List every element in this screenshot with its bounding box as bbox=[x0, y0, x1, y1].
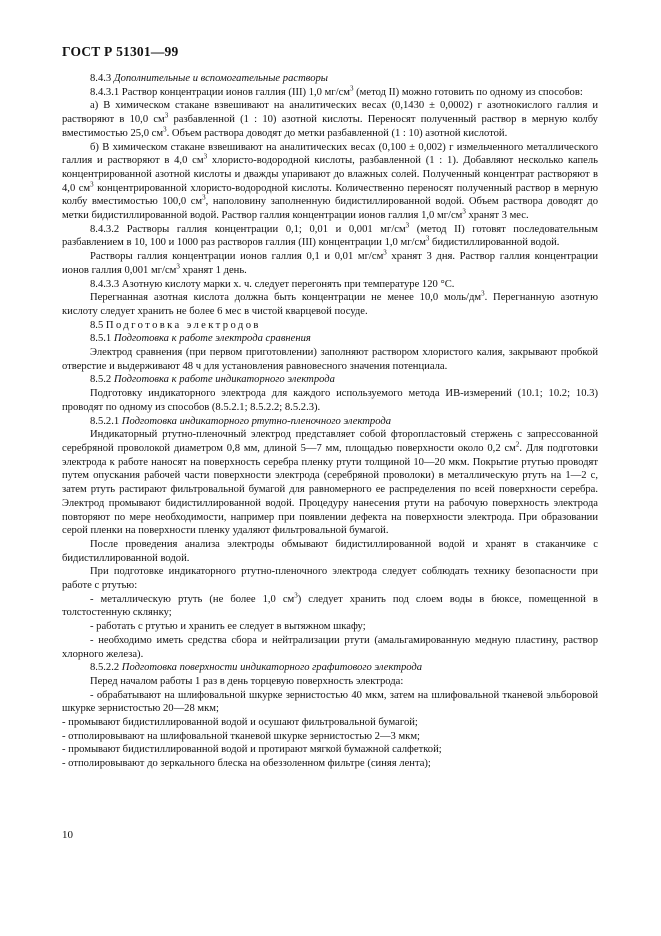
paragraph-mercury-film-1: Индикаторный ртутно-пленочный электрод представляет собой фторопластовый стержень с запрессованной серебряной проволокой диаметром 0,8 мм, длиной 5—7 мм, площадью поверхности около 0,2 $см^2$. Для подготовки электрода к работе наносят на поверхность серебра пленку ртути толщиной 10—20 мкм. Покрытие ртутью проводят путем опускания рабочей части поверхности электрода (серебряной проволоки) в металлическую ртуть на 1—2 с, затем ртуть растирают фильтровальной бумагой для равномерного ее распределения по всей поверхности серебра. Электрод промывают бидистиллированной водой. Процедуру нанесения ртути на рабочую поверхность электрода повторяют по мере необходимости, например при появлении дефекта на поверхности электрода. При образовании серой пленки на поверхности пленку удаляют фильтровальной бумагой. bbox=[62, 429, 598, 537]
section-heading-8-5: 8.5 Подготовка электродов bbox=[90, 319, 261, 331]
section-heading-8-5-2-2: 8.5.2.2 Подготовка поверхности индикаторного графитового электрода bbox=[90, 662, 423, 674]
list-item: - обрабатывают на шлифовальной шкурке зернистостью 40 мкм, затем на шлифовальной тканевой эльборовой шкурке зернистостью 20—28 мкм; bbox=[62, 689, 598, 715]
paragraph-mercury-film-2: После проведения анализа электроды обмывают бидистиллированной водой и хранят в стаканчике с бидистиллированной водой. bbox=[62, 538, 598, 564]
section-heading-8-4-3: 8.4.3 Дополнительные и вспомогательные растворы bbox=[90, 73, 328, 84]
paragraph-nitric-acid: Перегнанная азотная кислота должна быть концентрации не менее 10,0 моль/$дм^3$. Перегнанную азотную кислоту следует хранить не более 6 мес в чистой кварцевой посуде. bbox=[62, 289, 598, 317]
paragraph-mercury-film-3: При подготовке индикаторного ртутно-пленочного электрода следует соблюдать технику безопасности при работе с ртутью: bbox=[62, 566, 598, 592]
list-item: - необходимо иметь средства сбора и нейтрализации ртути (амальгамированную медную пластину, раствор хлорного железа). bbox=[62, 634, 598, 660]
list-item: - промывают бидистиллированной водой и протирают мягкой бумажной салфеткой; bbox=[62, 744, 442, 756]
section-heading-8-5-2: 8.5.2 Подготовка к работе индикаторного электрода bbox=[90, 374, 335, 386]
page-number: 10 bbox=[62, 829, 73, 841]
list-item: - отполировывают до зеркального блеска на обеззоленном фильтре (синяя лента); bbox=[62, 758, 431, 770]
list-item: - металлическую ртуть (не более 1,0 $см^3$) следует хранить под слоем воды в бюксе, помещенной в толстостенную склянку; bbox=[62, 591, 598, 619]
paragraph-method-b: б) В химическом стакане взвешивают на аналитических весах (0,100 ± 0,002) г измельченного металлического галлия и растворяют в 4,0 $см^3$ хлористо-водородной кислоты, разбавленной (1 : 1). Добавляют несколько капель концентрированной азотной кислоты и дважды упаривают до влажных солей. Полученный концентрат растворяют в 4,0 $см^3$ концентрированной хлористо-водородной кислоты. Количественно переносят полученный раствор в мерную колбу вместимостью 100,0 $см^3$, наполовину заполненную бидистиллированной водой. Объем раствора доводят до метки бидистиллированной водой. Раствор галлия концентрации ионов галлия 1,0 $мг/см^3$ хранят 3 мес. bbox=[62, 141, 599, 222]
paragraph-method-a: а) В химическом стакане взвешивают на аналитических весах (0,1430 ± 0,0002) г азотнокислого галлия и растворяют в 10,0 $см^3$ разбавленной (1 : 10) азотной кислоты. Переносят полученный раствор в мерную колбу вместимостью 25,0 $см^3$. Объем раствора доводят до метки разбавленной (1 : 10) азотной кислотой. bbox=[62, 100, 598, 139]
list-item: - промывают бидистиллированной водой и осушают фильтровальной бумагой; bbox=[62, 717, 418, 729]
list-item: - отполировывают на шлифовальной тканевой шкурке зернистостью 2—3 мкм; bbox=[62, 730, 420, 742]
paragraph-8-4-3-3: 8.4.3.3 Азотную кислоту марки х. ч. следует перегонять при температуре 120 °С. bbox=[90, 278, 455, 290]
section-heading-8-5-1: 8.5.1 Подготовка к работе электрода сравнения bbox=[90, 333, 311, 345]
paragraph-8-4-3-2: 8.4.3.2 Растворы галлия концентрации 0,1; 0,01 и 0,001 $мг/см^3$ (метод II) готовят последовательным разбавлением в 10, 100 и 1000 раз растворов галлия (III) концентрации 1,0 $мг/см^3$ бидистиллированной водой. bbox=[62, 221, 598, 249]
document-body bbox=[62, 72, 598, 771]
section-heading-8-5-2-1: 8.5.2.1 Подготовка индикаторного ртутно-пленочного электрода bbox=[90, 415, 392, 427]
paragraph-indicator-electrode: Подготовку индикаторного электрода для каждого используемого метода ИВ-измерений (10.1; 10.2; 10.3) проводят по одному из способов (8.5.2.1; 8.5.2.2; 8.5.2.3). bbox=[62, 388, 598, 413]
paragraph-8-4-3-1: 8.4.3.1 Раствор концентрации ионов галлия (III) 1,0 $мг/см^3$ (метод II) можно готовить по одному из способов: bbox=[90, 84, 583, 98]
paragraph-reference-electrode: Электрод сравнения (при первом приготовлении) заполняют раствором хлористого калия, закрывают пробкой отверстие и выдерживают 48 ч для установления равновесного значения потенциала. bbox=[62, 347, 598, 372]
list-item: - работать с ртутью и хранить ее следует в вытяжном шкафу; bbox=[90, 621, 366, 633]
paragraph-graphite: Перед началом работы 1 раз в день торцевую поверхность электрода: bbox=[90, 675, 404, 687]
paragraph-storage: Растворы галлия концентрации ионов галлия 0,1 и 0,01 $мг/см^3$ хранят 3 дня. Раствор галлия концентрации ионов галлия 0,001 $мг/см^3$ хранят 1 день. bbox=[62, 248, 598, 276]
standard-header: ГОСТ Р 51301—99 bbox=[62, 44, 179, 59]
